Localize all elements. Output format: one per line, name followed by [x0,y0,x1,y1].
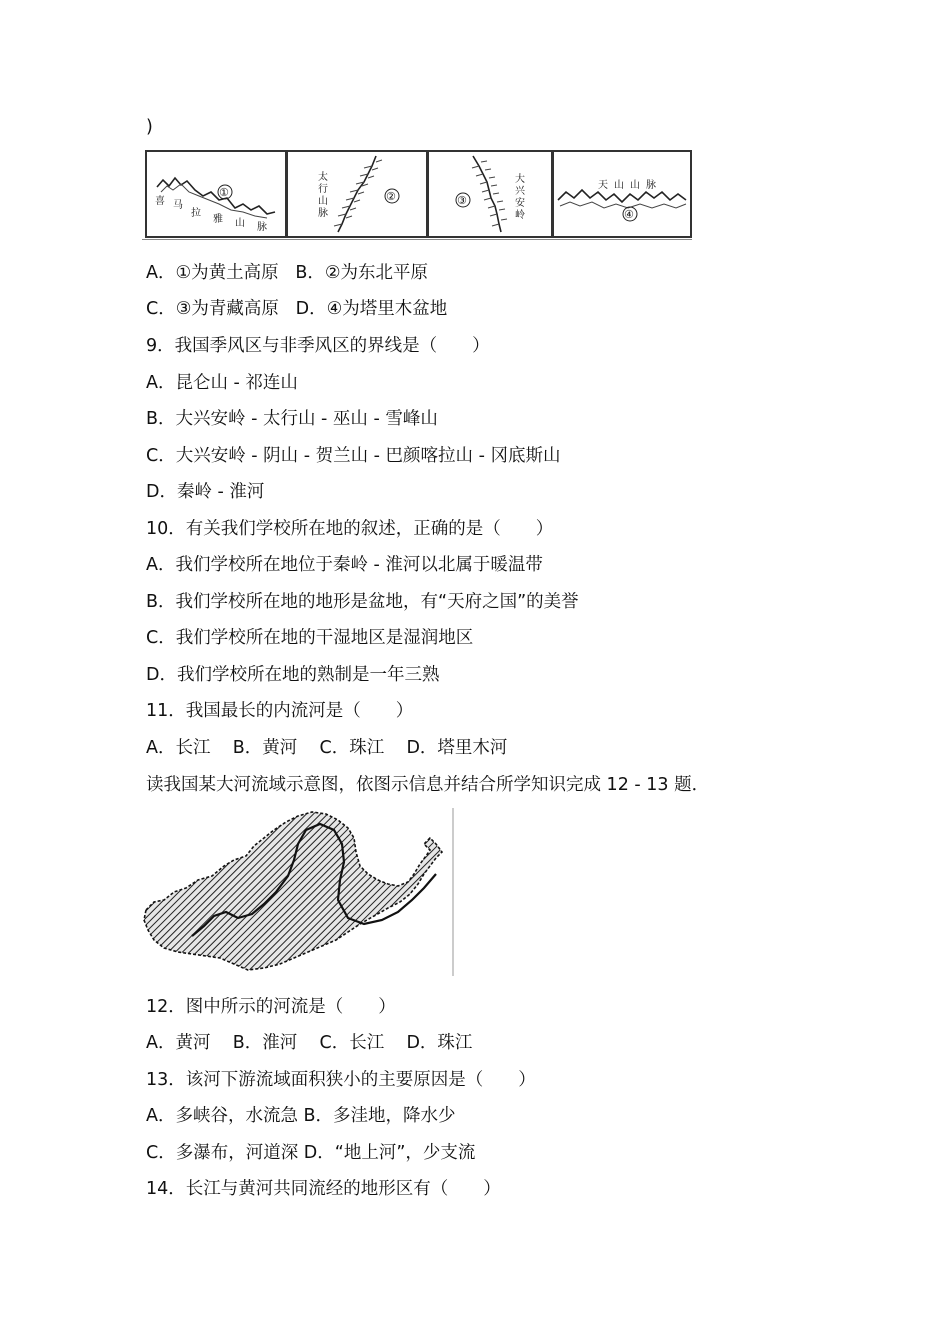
svg-text:太: 太 [318,172,328,183]
mountain-range-3 [473,156,501,232]
svg-text:山: 山 [235,218,245,229]
mountain-range-4 [558,190,686,202]
panel-4-number: ④ [624,208,634,221]
q13-stem: 13．该河下游流域面积狭小的主要原因是（ ） [146,1070,536,1090]
panel-2-number: ② [386,190,396,203]
panel-1-number: ① [219,186,229,199]
svg-text:拉: 拉 [191,208,201,219]
svg-text:天: 天 [598,180,608,191]
basin-area [144,812,442,970]
previous-question-paren: ) [146,117,153,137]
svg-text:大: 大 [515,174,525,185]
q8-options-row1: A．①为黄土高原 B．②为东北平原 [146,263,429,283]
q11-options: A．长江 B．黄河 C．珠江 D．塔里木河 [146,738,508,758]
svg-text:行: 行 [318,184,328,195]
svg-text:山: 山 [630,180,640,191]
q12-13-intro: 读我国某大河流域示意图，依图示信息并结合所学知识完成 12 - 13 题． [146,775,710,795]
svg-text:山: 山 [614,180,624,191]
panel-1 [145,150,287,238]
svg-text:兴: 兴 [515,186,525,197]
q9-option-c: C．大兴安岭 - 阴山 - 贺兰山 - 巴颜喀拉山 - 冈底斯山 [146,446,561,466]
q10-stem: 10．有关我们学校所在地的叙述，正确的是（ ） [146,519,554,539]
panel-3 [427,150,553,238]
svg-text:岭: 岭 [515,210,525,221]
q11-stem: 11．我国最长的内流河是（ ） [146,701,414,721]
svg-text:脉: 脉 [646,180,656,191]
panel-4 [552,150,692,238]
q9-option-b: B．大兴安岭 - 太行山 - 巫山 - 雪峰山 [146,409,438,429]
q10-option-b: B．我们学校所在地的地形是盆地，有“天府之国”的美誉 [146,592,579,612]
svg-text:山: 山 [318,196,328,207]
panel-2 [286,150,428,238]
q10-option-d: D．我们学校所在地的熟制是一年三熟 [146,665,440,685]
svg-text:脉: 脉 [318,208,328,219]
q14-stem: 14．长江与黄河共同流经的地形区有（ ） [146,1179,501,1199]
q12-options: A．黄河 B．淮河 C．长江 D．珠江 [146,1033,473,1053]
svg-text:雅: 雅 [213,214,223,225]
q9-stem: 9．我国季风区与非季风区的界线是（ ） [146,336,490,356]
q10-option-c: C．我们学校所在地的干湿地区是湿润地区 [146,628,474,648]
svg-text:马: 马 [173,200,183,211]
panel-3-number: ③ [457,194,467,207]
figure-bottom-rule [142,239,692,240]
mountain-range-2 [338,156,376,232]
q13-options-row1: A．多峡谷，水流急 B．多洼地，降水少 [146,1106,456,1126]
river-basin-map [142,808,457,976]
mountain-figure [142,150,692,242]
q9-option-d: D．秦岭 - 淮河 [146,482,265,502]
q9-option-a: A．昆仑山 - 祁连山 [146,373,298,393]
q10-option-a: A．我们学校所在地位于秦岭 - 淮河以北属于暖温带 [146,555,543,575]
q13-options-row2: C．多瀑布，河道深 D．“地上河”，少支流 [146,1143,476,1163]
svg-text:喜: 喜 [155,196,165,207]
q8-options-row2: C．③为青藏高原 D．④为塔里木盆地 [146,299,448,319]
svg-text:脉: 脉 [257,222,267,233]
svg-text:安: 安 [515,198,525,209]
q12-stem: 12．图中所示的河流是（ ） [146,997,396,1017]
